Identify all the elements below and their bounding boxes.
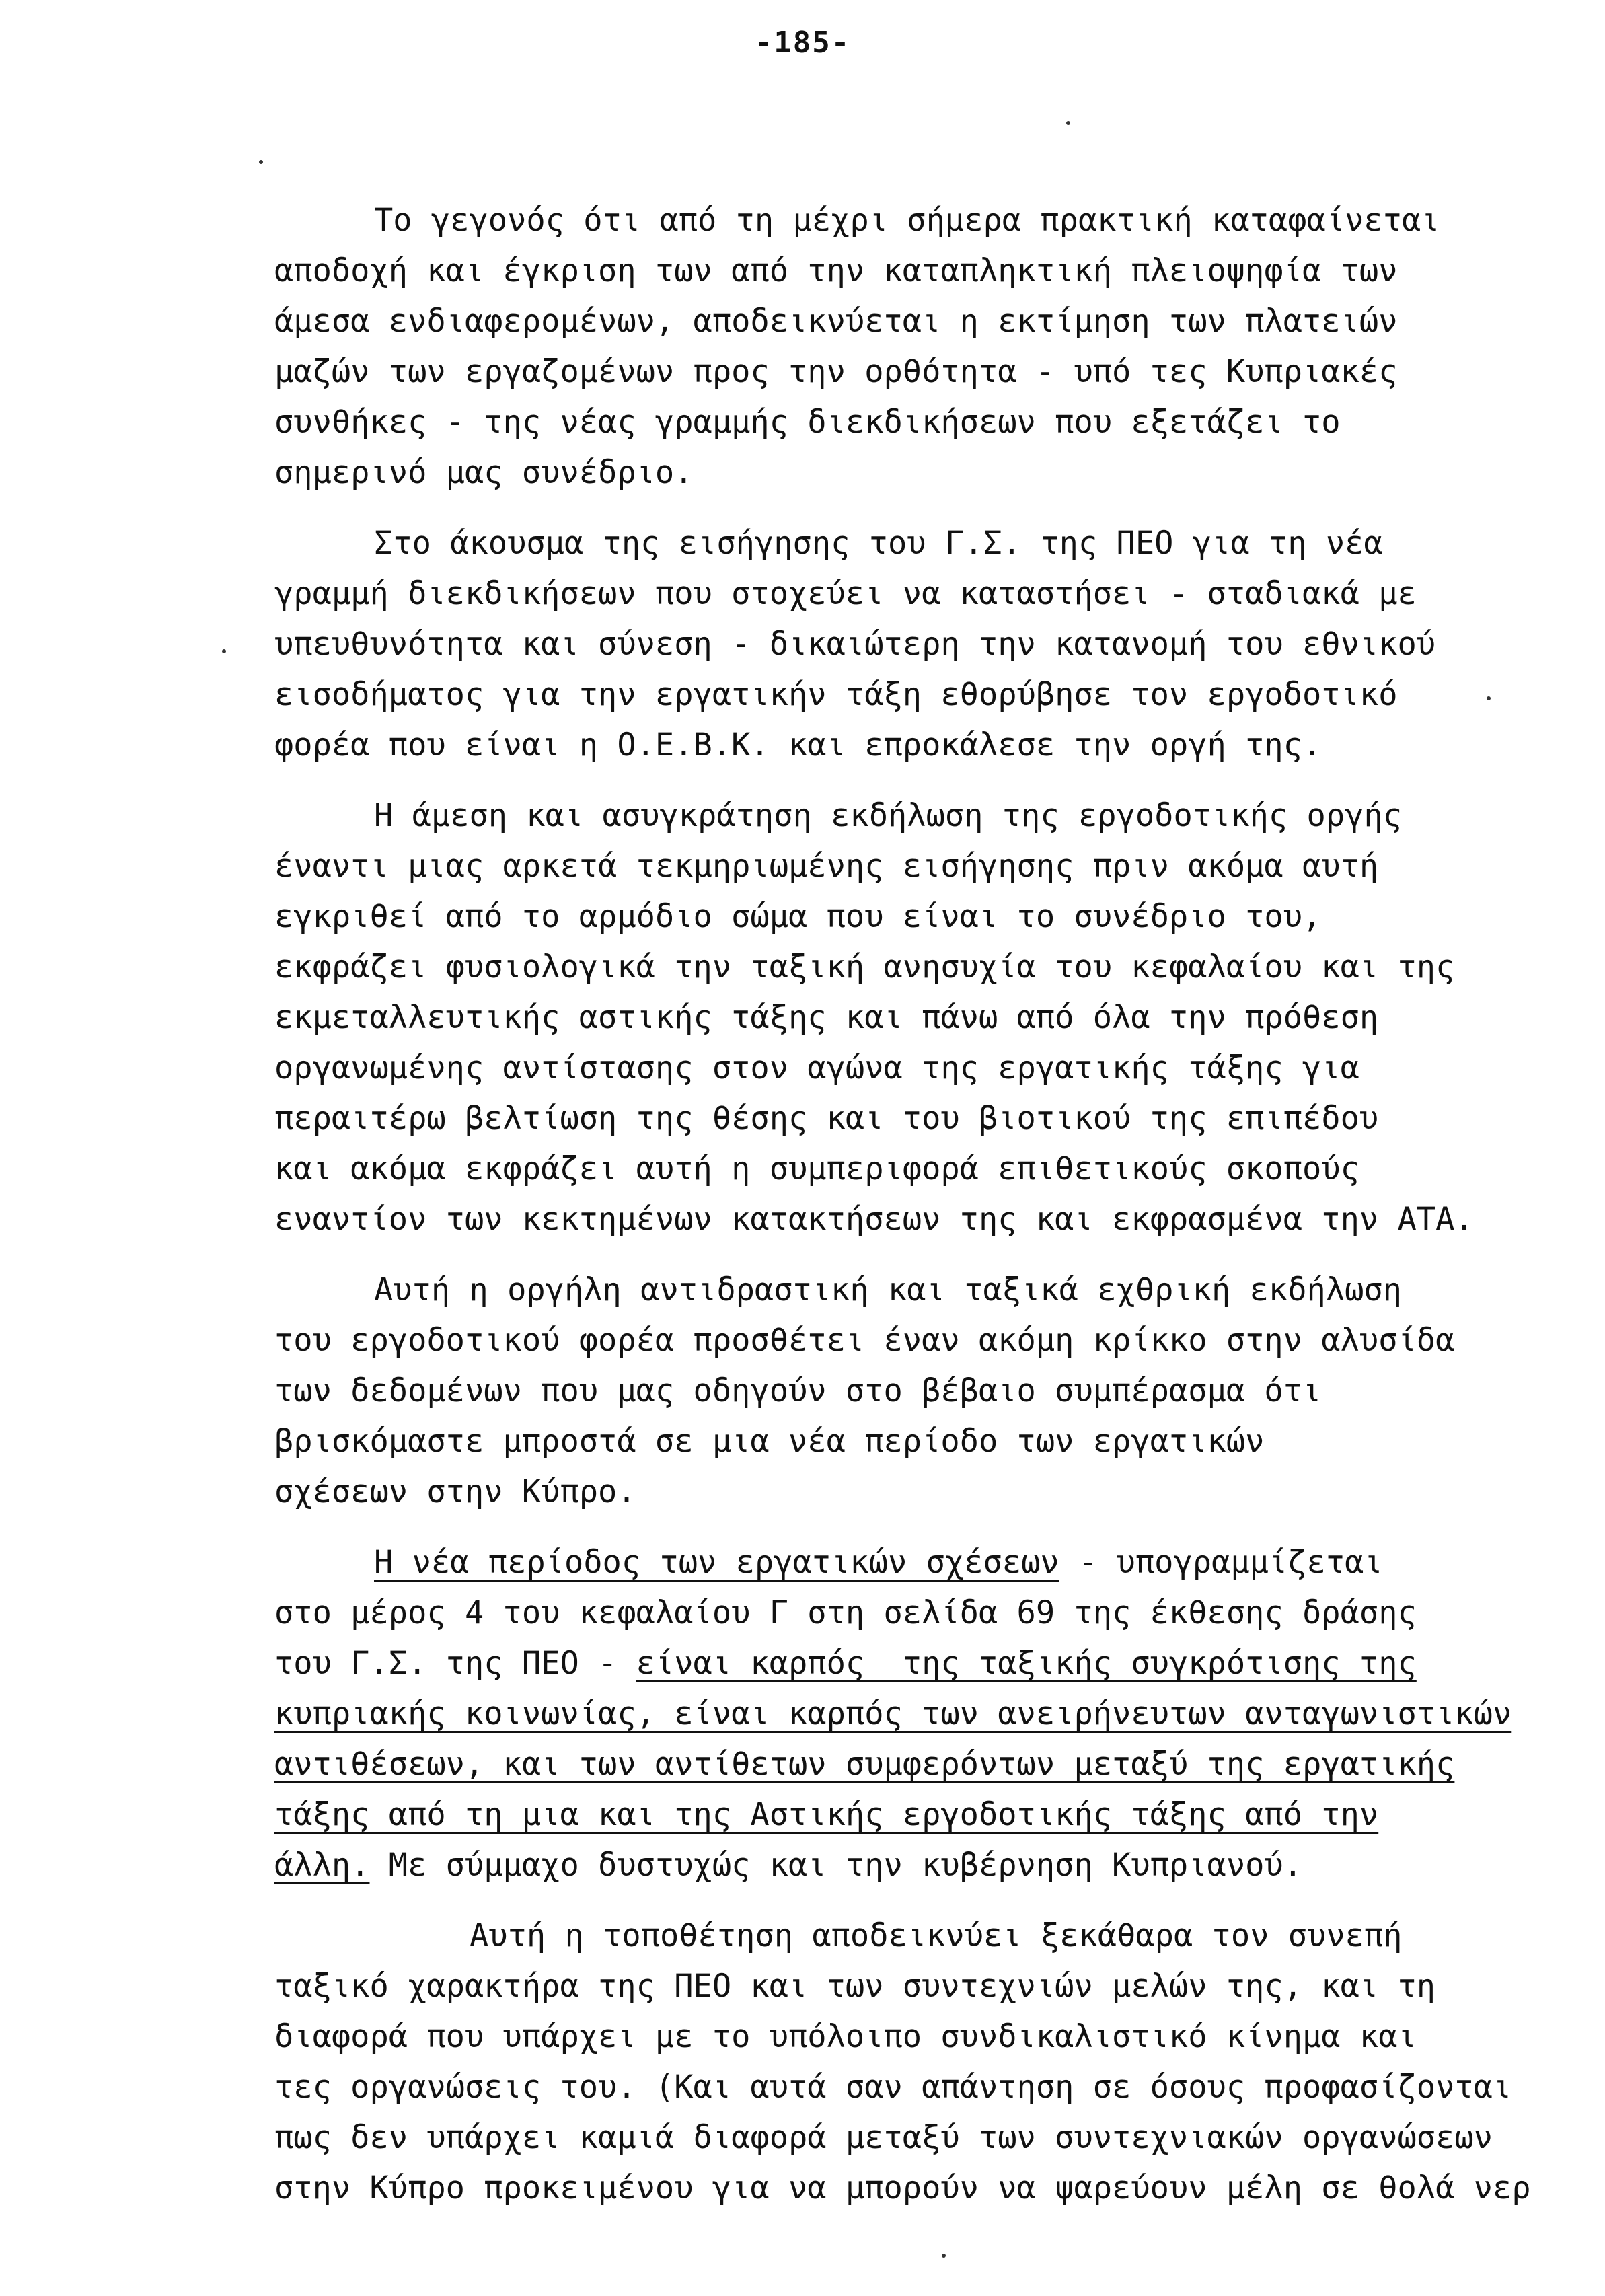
text-line: συνθήκες - της νέας γραμμής διεκδικήσεων που εξετάζει το bbox=[274, 404, 1341, 441]
text-line: Το γεγονός ότι από τη μέχρι σήμερα πρακτική καταφαίνεται bbox=[374, 202, 1440, 239]
text-line: γραμμή διεκδικήσεων που στοχεύει να καταστήσει - σταδιακά με bbox=[274, 575, 1417, 612]
text-line: εναντίον των κεκτημένων κατακτήσεων της και εκφρασμένα την ΑΤΑ. bbox=[274, 1201, 1474, 1238]
text-line: βρισκόμαστε μπροστά σε μια νέα περίοδο των εργατικών bbox=[274, 1423, 1265, 1460]
text-line bbox=[274, 1537, 1586, 1588]
underlined-text: είναι καρπός της ταξικής συγκρότισης της bbox=[636, 1645, 1417, 1682]
text-line: του εργοδοτικού φορέα προσθέτει έναν ακόμη κρίκκο στην αλυσίδα bbox=[274, 1322, 1455, 1359]
text-line: Η άμεση και ασυγκράτηση εκδήλωση της εργοδοτικής οργής bbox=[374, 797, 1403, 834]
text-line: σχέσεων στην Κύπρο. bbox=[274, 1473, 636, 1510]
scan-speck bbox=[1066, 121, 1070, 125]
underlined-heading: Η νέα περίοδος των εργατικών σχέσεων bbox=[374, 1544, 1059, 1581]
text-line bbox=[274, 1840, 1586, 1890]
text-line bbox=[274, 1638, 1586, 1689]
paragraph-4 bbox=[274, 1265, 1586, 1517]
underlined-text: κυπριακής κοινωνίας, είναι καρπός των ανειρήνευτων ανταγωνιστικών bbox=[274, 1695, 1512, 1732]
scan-speck bbox=[942, 2254, 946, 2258]
text-line: και ακόμα εκφράζει αυτή η συμπεριφορά επιθετικούς σκοπούς bbox=[274, 1150, 1359, 1187]
text-line: εκμεταλλευτικής αστικής τάξης και πάνω από όλα την πρόθεση bbox=[274, 999, 1379, 1036]
paragraph-2 bbox=[274, 518, 1586, 770]
text-line: οργανωμένης αντίστασης στον αγώνα της εργατικής τάξης για bbox=[274, 1049, 1359, 1086]
text-line: Αυτή η τοποθέτηση αποδεικνύει ξεκάθαρα τον συνεπή bbox=[470, 1917, 1403, 1954]
text-line bbox=[274, 1789, 1586, 1840]
underlined-text: αντιθέσεων, και των αντίθετων συμφερόντων μεταξύ της εργατικής bbox=[274, 1746, 1455, 1783]
text-line: στο μέρος 4 του κεφαλαίου Γ στη σελίδα 69 της έκθεσης δράσης bbox=[274, 1594, 1417, 1631]
scan-speck bbox=[1487, 696, 1491, 700]
paragraph-1 bbox=[274, 195, 1586, 498]
text-line: φορέα που είναι η Ο.Ε.Β.Κ. και επροκάλεσε την οργή της. bbox=[274, 727, 1322, 764]
scan-speck bbox=[222, 649, 226, 653]
text-line: έναντι μιας αρκετά τεκμηριωμένης εισήγησης πριν ακόμα αυτή bbox=[274, 848, 1379, 885]
text-line: Στο άκουσμα της εισήγησης του Γ.Σ. της ΠΕΟ για τη νέα bbox=[374, 525, 1383, 562]
text-line: σημερινό μας συνέδριο. bbox=[274, 454, 694, 491]
document-body bbox=[274, 195, 1586, 2213]
text-segment: - υπογραμμίζεται bbox=[1059, 1544, 1383, 1581]
paragraph-5 bbox=[274, 1537, 1586, 1890]
text-line: διαφορά που υπάρχει με το υπόλοιπο συνδικαλιστικό κίνημα και bbox=[274, 2018, 1417, 2055]
text-line: εκφράζει φυσιολογικά την ταξική ανησυχία του κεφαλαίου και της bbox=[274, 949, 1455, 986]
text-line: τες οργανώσεις του. (Και αυτά σαν απάντηση σε όσους προφασίζονται bbox=[274, 2069, 1512, 2106]
text-segment: Με σύμμαχο δυστυχώς και την κυβέρνηση Κυπριανού. bbox=[369, 1847, 1303, 1884]
text-line: υπευθυνότητα και σύνεση - δικαιώτερη την κατανομή του εθνικού bbox=[274, 626, 1436, 663]
text-line: στην Κύπρο προκειμένου για να μπορούν να ψαρεύουν μέλη σε θολά νερ bbox=[274, 2170, 1531, 2207]
text-line: εγκριθεί από το αρμόδιο σώμα που είναι το συνέδριο του, bbox=[274, 898, 1322, 935]
text-line: μαζών των εργαζομένων προς την ορθότητα - υπό τες Κυπριακές bbox=[274, 353, 1398, 390]
text-line: αποδοχή και έγκριση των από την καταπληκτική πλειοψηφία των bbox=[274, 252, 1398, 289]
paragraph-6 bbox=[274, 1911, 1586, 2213]
scan-speck bbox=[259, 160, 263, 164]
text-line: ταξικό χαρακτήρα της ΠΕΟ και των συντεχνιών μελών της, και τη bbox=[274, 1968, 1436, 2005]
text-line: των δεδομένων που μας οδηγούν στο βέβαιο συμπέρασμα ότι bbox=[274, 1372, 1322, 1409]
text-segment: του Γ.Σ. της ΠΕΟ - bbox=[274, 1645, 636, 1682]
page-number: -185- bbox=[754, 26, 851, 60]
text-line: εισοδήματος για την εργατικήν τάξη εθορύβησε τον εργοδοτικό bbox=[274, 676, 1398, 713]
underlined-text: άλλη. bbox=[274, 1847, 370, 1884]
text-line bbox=[274, 1739, 1586, 1789]
text-line bbox=[274, 1689, 1586, 1739]
text-line: Αυτή η οργήλη αντιδραστική και ταξικά εχθρική εκδήλωση bbox=[374, 1271, 1403, 1308]
paragraph-3 bbox=[274, 790, 1586, 1245]
underlined-text: τάξης από τη μια και της Αστικής εργοδοτικής τάξης από την bbox=[274, 1796, 1379, 1833]
text-line: πως δεν υπάρχει καμιά διαφορά μεταξύ των συντεχνιακών οργανώσεων bbox=[274, 2119, 1493, 2156]
text-line: περαιτέρω βελτίωση της θέσης και του βιοτικού της επιπέδου bbox=[274, 1100, 1379, 1137]
text-line: άμεσα ενδιαφερομένων, αποδεικνύεται η εκτίμηση των πλατειών bbox=[274, 303, 1398, 340]
